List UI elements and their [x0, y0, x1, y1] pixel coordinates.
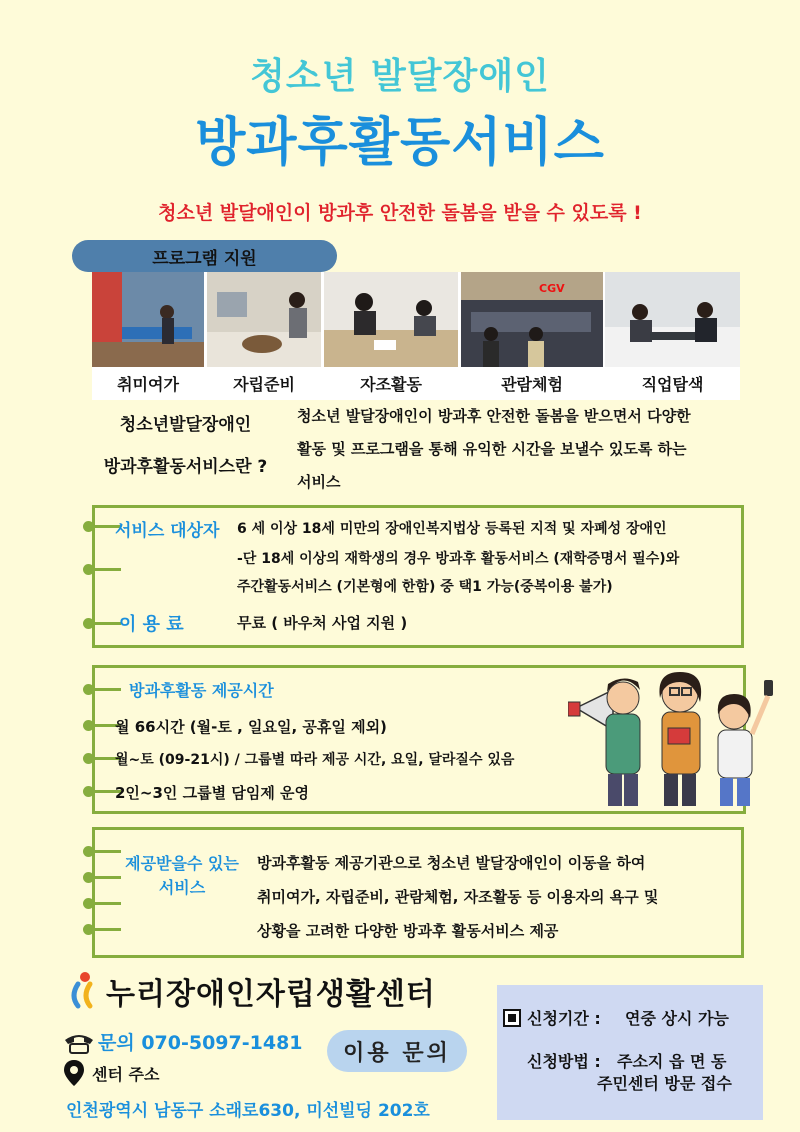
intro-question — [88, 404, 283, 488]
contact-phone[interactable]: 문의 070-5097-1481 — [98, 1032, 303, 1054]
services-label — [119, 852, 245, 900]
program-label-independence: 자립준비 — [233, 375, 295, 394]
viewing-photo — [461, 272, 603, 367]
intro-question-line1: 청소년발달장애인 — [119, 415, 252, 435]
contact-button[interactable]: 이용 문의 — [327, 1030, 467, 1072]
services-line2: 취미여가, 자립준비, 관람체험, 자조활동 등 이용자의 욕구 및 — [257, 888, 659, 906]
apply-method-label: 신청방법 : — [527, 1052, 601, 1071]
hobby-photo — [92, 272, 204, 367]
address-label: 센터 주소 — [92, 1065, 160, 1084]
bullet-2 — [87, 622, 121, 625]
subtitle: 청소년 발달애인이 방과후 안전한 돌봄을 받을 수 있도록 ! — [158, 202, 642, 224]
map-pin-icon — [64, 1060, 84, 1086]
bullet-10 — [87, 928, 121, 931]
selfhelp-photo — [324, 272, 458, 367]
services-line3: 상황을 고려한 다양한 방과후 활동서비스 제공 — [257, 922, 559, 940]
services-label-line1: 제공받을수 있는 — [125, 854, 239, 873]
address: 인천광역시 남동구 소래로630, 미선빌딩 202호 — [66, 1101, 430, 1121]
hours-line3: 2인~3인 그룹별 담임제 운영 — [115, 784, 310, 802]
phone-icon — [62, 1032, 96, 1054]
apply-method-line1: 주소지 읍 면 동 — [617, 1052, 727, 1071]
service-target-line1: 6 세 이상 18세 미만의 장애인복지법상 등록된 지적 및 자폐성 장애인 — [237, 521, 667, 537]
title-line1: 청소년 발달장애인 — [250, 56, 550, 97]
logo-icon — [68, 970, 102, 1010]
services-line1: 방과후활동 제공기관으로 청소년 발달장애인이 이동을 하여 — [257, 854, 646, 872]
fee-value: 무료 ( 바우처 사업 지원 ) — [237, 614, 408, 632]
service-target-line2: -단 18세 이상의 재학생의 경우 방과후 활동서비스 (재학증명서 필수)와 — [237, 551, 680, 567]
apply-period-value: 연중 상시 가능 — [625, 1009, 729, 1028]
career-photo — [605, 272, 740, 367]
service-target-label: 서비스 대상자 — [115, 521, 220, 541]
program-pill: 프로그램 지원 — [72, 240, 337, 272]
program-label-career: 직업탐색 — [641, 375, 704, 394]
fee-label: 이 용 료 — [119, 614, 184, 635]
hours-line2: 월~토 (09-21시) / 그룹별 따라 제공 시간, 요일, 달라질수 있음 — [115, 752, 515, 768]
megaphone-people-illustration — [568, 668, 778, 808]
services-box — [92, 827, 744, 958]
intro-answer-line2: 활동 및 프로그램을 통해 유익한 시간을 보낼수 있도록 하는 — [297, 440, 687, 458]
bullet-3 — [87, 688, 121, 691]
hours-title: 방과후활동 제공시간 — [129, 681, 274, 700]
services-label-line2: 서비스 — [158, 878, 206, 897]
program-photos — [92, 272, 740, 400]
bullet-9 — [87, 902, 121, 905]
svg-text:CGV: CGV — [539, 282, 565, 295]
apply-period-label: 신청기간 : — [527, 1009, 601, 1028]
program-label-hobby: 취미여가 — [117, 375, 179, 394]
independence-photo — [207, 272, 321, 367]
apply-box — [497, 985, 763, 1120]
intro-answer — [297, 400, 747, 499]
hours-line1: 월 66시간 (월-토 , 일요일, 공휴일 제외) — [115, 718, 387, 736]
program-label-viewing: 관람체험 — [501, 375, 563, 394]
bullet-7 — [87, 850, 121, 853]
bullet-mid — [87, 568, 121, 571]
program-label-selfhelp: 자조활동 — [360, 375, 422, 394]
intro-question-line2: 방과후활동서비스란 ? — [103, 457, 268, 477]
checkbox-icon — [503, 1009, 521, 1027]
bullet-8 — [87, 876, 121, 879]
intro-answer-line1: 청소년 발달장애인이 방과후 안전한 돌봄을 받으면서 다양한 — [297, 407, 691, 425]
center-name: 누리장애인자립생활센터 — [106, 977, 436, 1012]
apply-method-line2: 주민센터 방문 접수 — [597, 1074, 732, 1093]
intro-answer-line3: 서비스 — [297, 473, 341, 491]
service-target-box — [92, 505, 744, 648]
service-target-line3: 주간활동서비스 (기본형에 한함) 중 택1 가능(중복이용 불가) — [237, 579, 613, 595]
title-line2: 방과후활동서비스 — [195, 113, 605, 173]
